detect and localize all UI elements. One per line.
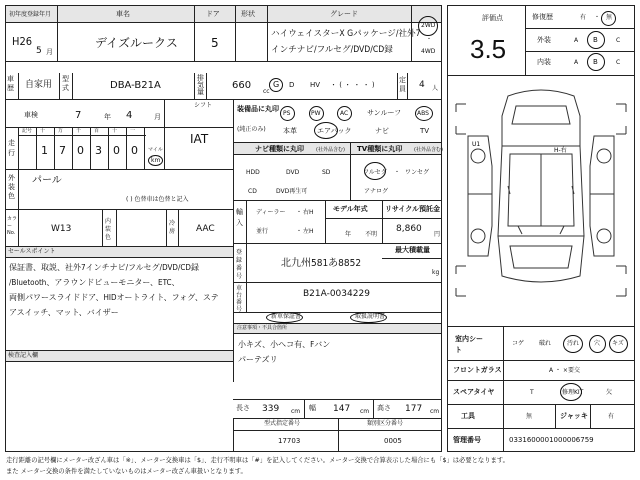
- car-name: デイズルークス: [95, 36, 178, 50]
- tv-sep: ・: [394, 169, 401, 176]
- tv-fullseg: フルセグ: [363, 169, 387, 176]
- left-handle: 左H: [303, 228, 314, 235]
- color-no-value: W13: [51, 224, 72, 234]
- first-reg-label: 初年度登録年月: [9, 11, 52, 18]
- odometer-col-label: 十: [40, 128, 46, 134]
- interior-grade-label: 内装: [537, 58, 551, 66]
- sales-line-3: 両側パワースライドドア、HIDオートライト、フォグ、ステ: [9, 293, 219, 302]
- tools-label: 工具: [461, 412, 475, 420]
- footer-line-2: また メーター交換の条件を満たしていないものはメーター改ざん車扱いとなります。: [6, 468, 247, 475]
- car-name-label: 車名: [116, 10, 130, 18]
- equip-airbag: エアバック: [317, 127, 352, 135]
- fuel-rest: ・ ( ・ ・ ・ ): [330, 81, 375, 89]
- length-value: 339: [262, 404, 280, 414]
- windshield-label: フロントガラス: [453, 366, 502, 374]
- drive-4wd: 4WD: [421, 48, 436, 55]
- type-designation-label: 型式指定番号: [264, 420, 301, 427]
- usage-value: 自家用: [25, 80, 53, 90]
- shape-label: 形状: [241, 10, 255, 18]
- people-unit: 人: [432, 85, 439, 92]
- max-load-label: 最大積載量: [395, 246, 430, 254]
- fuel-hv: HV: [310, 81, 321, 89]
- first-reg-year: H26: [12, 35, 33, 48]
- header-bg: [6, 6, 441, 22]
- odometer-digit: 0: [131, 144, 138, 157]
- seat-scratch: キズ: [612, 340, 624, 347]
- seat-label: 室内シート: [455, 335, 483, 354]
- seat-stain: 汚れ: [567, 340, 580, 347]
- seat-tear: 破れ: [539, 340, 552, 347]
- door-label: ドア: [206, 10, 220, 18]
- color-no-label: カラーNo.: [7, 216, 18, 236]
- inspection-year-unit: 年: [104, 113, 111, 121]
- car-damage-diagram: [448, 76, 634, 326]
- import-dealer: ディーラー: [256, 209, 286, 216]
- equip-navi: ナビ: [375, 127, 389, 135]
- model-label: 型式: [62, 75, 69, 92]
- notes-line-2: パーテズリ: [238, 355, 278, 364]
- cooling-label: 冷房: [169, 220, 176, 235]
- score-label: 評価点: [482, 14, 503, 22]
- mark-u1: U1: [472, 141, 481, 148]
- odometer-col-label: 百: [94, 128, 100, 134]
- tv-oneseg: ワンセグ: [405, 169, 430, 176]
- notes-label: 注意事項・不具合箇所: [237, 325, 288, 331]
- sales-line-1: 保証書、取説、社外7インチナビ/フルセグ/DVD/CD録: [9, 263, 199, 272]
- yen-unit: 円: [434, 231, 441, 238]
- recycle-amount: 8,860: [396, 224, 422, 234]
- equip-abs: ABS: [417, 110, 429, 117]
- inspector-header-bg: [6, 351, 233, 361]
- inspection-label: 車検: [24, 111, 38, 119]
- model-year-label: モデル年式: [333, 205, 368, 213]
- int-grade-c: C: [616, 59, 621, 66]
- exterior-label: 外装色: [8, 174, 15, 200]
- cooling-value: AAC: [196, 224, 215, 234]
- chassis-label: 車台番号: [236, 285, 243, 313]
- footer-line-1: 走行距離の記号欄にメーター改ざん車は「※」、メーター交換車は「$」、走行不明車は「#」を記入してください。メーター交換で合算表示した場合にも「$」は必要となります。: [6, 457, 509, 464]
- class-value: 0005: [384, 437, 402, 445]
- manual: 取扱説明書: [355, 313, 386, 320]
- notes-line-1: 小キズ、小ヘコ有、Fバン: [238, 340, 331, 349]
- exterior-note: ( ) 色替車は色替と記入: [126, 196, 189, 203]
- seat-hole: 穴: [594, 340, 601, 347]
- chassis-value: B21A-0034229: [303, 289, 370, 299]
- mgmt-value: 0331600001000006759: [509, 436, 594, 444]
- grade-line2: インチナビ/フルセグ/DVD/CD録: [271, 45, 393, 55]
- inspector-label: 検査記入欄: [8, 352, 39, 359]
- model-value: DBA-B21A: [110, 80, 161, 91]
- navi-dvd-play: DVD再生可: [276, 188, 308, 195]
- capacity-value: 4: [419, 80, 425, 90]
- first-reg-month: 5: [36, 46, 42, 56]
- displacement-value: 660: [232, 80, 252, 91]
- equip-ps: PS: [283, 110, 291, 117]
- repair-sep: ・: [594, 14, 601, 21]
- inspection-month-unit: 月: [154, 113, 161, 121]
- equip-pw: PW: [311, 110, 321, 117]
- drive-2wd: 2WD: [421, 22, 436, 29]
- class-label: 類別区分番号: [367, 420, 404, 427]
- type-designation-value: 17703: [278, 437, 301, 445]
- navi-dvd: DVD: [286, 169, 300, 176]
- drive-sep: ・: [426, 36, 433, 43]
- tv-analog: アナログ: [364, 188, 389, 195]
- windshield-value: A ・ ×要交: [549, 367, 580, 374]
- ext-grade-b: B: [593, 36, 598, 44]
- sales-point-label: セールスポイント: [8, 248, 56, 255]
- repair-label: 修復歴: [532, 13, 553, 21]
- equip-tv: TV: [420, 127, 430, 135]
- import-label: 輸入: [236, 208, 243, 227]
- mgmt-label: 管理番号: [453, 436, 481, 444]
- odometer-digit: 7: [59, 144, 66, 157]
- plate-label: 登録番号: [236, 249, 243, 280]
- interior-color-label: 内装色: [105, 218, 112, 241]
- new-car-warranty: 新車保証書: [271, 313, 302, 320]
- model-year-unknown: 不明: [365, 231, 378, 238]
- km-unit: km: [151, 157, 161, 164]
- ext-grade-c: C: [616, 37, 621, 44]
- score-value: 3.5: [470, 34, 507, 64]
- usage-label: 車歴: [7, 75, 14, 92]
- equipment-label: 装備品に丸印: [237, 105, 279, 113]
- spare-repair-kit: 修理KIT: [562, 389, 584, 396]
- odometer-digit: 0: [77, 144, 84, 157]
- width-label: 幅: [309, 404, 316, 412]
- odometer-col-label: 一: [130, 128, 136, 134]
- odometer-digit: 0: [113, 144, 120, 157]
- repair-none: 無: [606, 14, 613, 21]
- height-label: 高さ: [377, 404, 391, 412]
- width-value: 147: [333, 404, 351, 414]
- equip-sunroof: サンルーフ: [367, 109, 402, 117]
- length-unit: cm: [291, 408, 301, 415]
- width-unit: cm: [360, 408, 370, 415]
- seat-kogoe: コゲ: [512, 340, 525, 347]
- shift-label: シフト: [194, 102, 213, 109]
- spare-label: スペアタイヤ: [453, 388, 495, 396]
- inspection-year: 7: [75, 110, 82, 121]
- mile-unit: マイル: [148, 147, 163, 153]
- equip-genuine: 本革: [283, 127, 297, 135]
- ext-grade-a: A: [574, 37, 579, 44]
- shift-value: IAT: [190, 132, 209, 146]
- odometer-digit: 3: [95, 144, 102, 157]
- grade-label: グレード: [330, 10, 358, 18]
- import-sep2: ・: [296, 228, 303, 235]
- odometer-col-label: 万: [58, 128, 64, 134]
- right-handle: 右H: [303, 209, 314, 216]
- capacity-label: 定員: [399, 76, 406, 93]
- navi-hdd: HDD: [246, 169, 260, 176]
- navi-types-label: ナビ種類に丸印: [255, 145, 304, 153]
- tv-types-label: TV種類に丸印: [357, 145, 403, 153]
- cc-unit: cc: [263, 88, 270, 95]
- doors-value: 5: [211, 36, 219, 50]
- equipment-label2: (純正のみ): [237, 126, 266, 133]
- import-parallel: 並行: [256, 228, 269, 235]
- navi-cd: CD: [248, 188, 257, 195]
- model-year-unit: 年: [345, 231, 352, 238]
- int-grade-a: A: [574, 59, 579, 66]
- spare-none: 欠: [606, 389, 613, 396]
- int-grade-b: B: [593, 58, 598, 66]
- height-unit: cm: [430, 408, 440, 415]
- fuel-d: D: [289, 81, 295, 89]
- exterior-color: パール: [32, 175, 62, 186]
- month-unit: 月: [46, 48, 53, 56]
- odometer-col-label: 記号: [22, 128, 33, 134]
- sales-line-4: アスイッチ、マット、バイザー: [9, 308, 119, 317]
- recycle-label: リサイクル預託金: [385, 205, 441, 213]
- tv-types-note: (社外品含む): [414, 147, 443, 153]
- jack-label: ジャッキ: [560, 412, 588, 420]
- mileage-label: 走行: [8, 139, 15, 157]
- mark-h-right: H-右: [554, 147, 567, 154]
- height-value: 177: [405, 404, 423, 414]
- plate-value: 北九州581あ8852: [281, 258, 362, 269]
- tools-value: 無: [526, 413, 533, 420]
- import-sep1: ・: [296, 209, 303, 216]
- jack-value: 有: [608, 413, 615, 420]
- displacement-label: 排気量: [197, 74, 204, 96]
- odometer-col-label: 十: [112, 128, 118, 134]
- odometer-digit: 1: [41, 144, 48, 157]
- navi-sd: SD: [322, 169, 331, 176]
- spare-t: T: [530, 389, 534, 396]
- navi-types-note: (社外品含む): [316, 147, 345, 153]
- sales-line-2: /Bluetooth、アラウンドビューモニター、ETC、: [9, 278, 180, 287]
- length-label: 長さ: [236, 404, 250, 412]
- repair-yes: 有: [580, 14, 587, 21]
- inspection-month: 4: [126, 110, 133, 121]
- odometer-col-label: 千: [76, 128, 82, 134]
- fuel-g: G: [273, 80, 280, 89]
- grade-line1: ハイウェイスターX Gパッケージ/社外7: [271, 29, 421, 39]
- equip-ac: AC: [340, 110, 349, 117]
- exterior-grade-label: 外装: [537, 36, 551, 44]
- kg-unit: kg: [432, 269, 440, 276]
